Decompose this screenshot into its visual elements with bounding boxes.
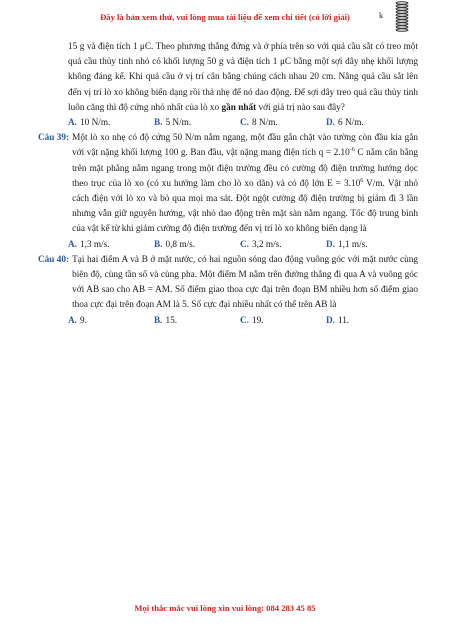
question-39 [38, 131, 418, 237]
option-c[interactable]: C. 19. [240, 315, 264, 326]
question-label: Câu 40: [38, 254, 70, 265]
option-c[interactable]: C. 8 N/m. [240, 118, 278, 129]
option-b[interactable]: B. 5 N/m. [154, 118, 192, 129]
question-text: Một lò xo nhẹ có độ cứng 50 N/m nằm ngang, một đầu gắn chặt vào tường còn đầu kia gắn với vật nặng khối lượng 100 g. Ban đầu, vật nặng mang điện tích $q = 2.10^{-6}$ C nằm cân bằng trên mặt phẳng nằm ngang trong một điện trường đều có cường độ điện trường hướng dọc theo trục của lò xo (có xu hướng làm cho lò xo dãn) và có độ lớn $E = 3.10^6$ V/m. Vật nhỏ cách điện với lò xo và bỏ qua mọi ma sát. Đột ngột cường độ điện trường bị giảm đi 3 lần nhưng vẫn giữ nguyên hướng, vật nhỏ dao động trên mặt sàn nằm ngang. Tốc độ trung bình của vật kể từ khi giảm cường độ điện trường đến vị trí lò xo không biến dạng là [72, 133, 419, 235]
question-39-options [38, 238, 418, 253]
option-a[interactable]: A. 10 N/m. [68, 118, 111, 129]
option-d[interactable]: D. 6 N/m. [326, 118, 364, 129]
intro-emphasis: gần nhất [221, 102, 257, 113]
option-a[interactable]: A. 9. [68, 315, 87, 326]
spring-constant-label: k [379, 11, 383, 20]
option-d[interactable]: D. 1,1 m/s. [326, 239, 368, 250]
option-a[interactable]: A. 1,3 m/s. [68, 239, 110, 250]
question-text: Tại hai điểm A và B ở mặt nước, có hai nguồn sóng dao động vuông góc với mặt nước cùng biên độ, cùng tần số và cùng pha. Một điểm M nằm trên đường thẳng đi qua A và vuông góc với AB sao cho AB = AM. Số điểm giao thoa cực đại trên đoạn BM nhiều hơn số điểm giao thoa cực đại trên đoạn AM là 5. Số cực đại nhiều nhất có thể trên AB là [72, 254, 418, 311]
option-b[interactable]: B. 0,8 m/s. [154, 239, 196, 250]
spring-figure [394, 0, 410, 34]
option-d[interactable]: D. 11. [326, 315, 350, 326]
document-body [38, 40, 418, 329]
intro-options [38, 116, 418, 131]
option-b[interactable]: B. 15. [154, 315, 178, 326]
question-label: Câu 39: [38, 133, 70, 144]
preview-notice: Đây là bản xem thử, vui lòng mua tài liệu để xem chi tiết (có lời giải) [100, 12, 350, 22]
question-40 [38, 253, 418, 314]
question-38-continuation [38, 40, 418, 116]
intro-text-end: với giá trị nào sau đây? [256, 102, 345, 113]
intro-text: 15 g và điện tích 1 μC. Theo phương thẳng đứng và ở phía trên so với quả cầu sắt có treo một quả cầu thủy tinh nhỏ có khối lượng 50 g và điện tích 1 μC bằng một sợi dây nhẹ khối lượng không đáng kể. Khi quả cầu ở vị trí cân bằng chúng cách nhau 20 cm. Nâng quả cầu sắt lên đến vị trí lò xo không biến dạng rồi thả nhẹ để nó dao động. Để sợi dây treo quả cầu thủy tinh luôn căng thì độ cứng nhỏ nhất của lò xo [68, 42, 418, 113]
question-40-options [38, 314, 418, 329]
option-c[interactable]: C. 3,2 m/s. [240, 239, 282, 250]
contact-footer: Mọi thắc mắc vui lòng xin vui lòng: 084 283 45 85 [134, 603, 316, 613]
